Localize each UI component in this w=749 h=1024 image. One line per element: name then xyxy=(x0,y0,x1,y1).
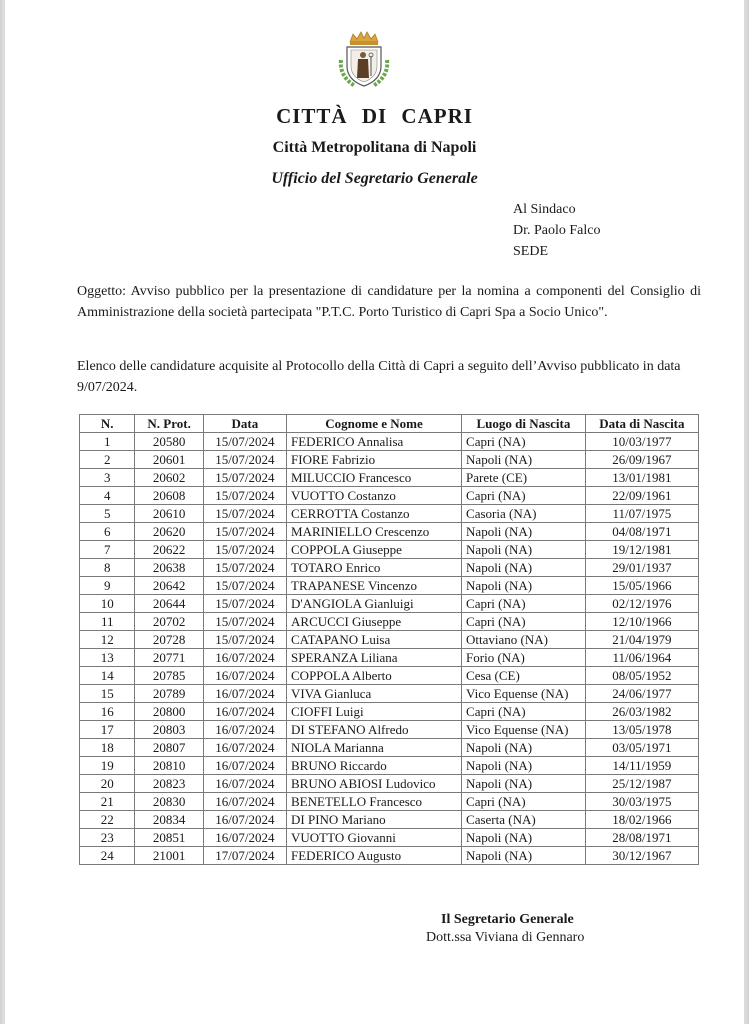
cell-date: 15/07/2024 xyxy=(203,577,286,595)
cell-date: 16/07/2024 xyxy=(203,775,286,793)
cell-protocol: 20771 xyxy=(135,649,203,667)
cell-name: CIOFFI Luigi xyxy=(287,703,462,721)
cell-protocol: 20851 xyxy=(135,829,203,847)
cell-birthdate: 11/06/1964 xyxy=(585,649,698,667)
table-row xyxy=(80,577,699,595)
cell-birthplace: Napoli (NA) xyxy=(462,541,586,559)
cell-number: 10 xyxy=(80,595,135,613)
cell-birthplace: Vico Equense (NA) xyxy=(462,721,586,739)
cell-birthplace: Napoli (NA) xyxy=(462,775,586,793)
cell-number: 12 xyxy=(80,631,135,649)
table-row xyxy=(80,847,699,865)
cell-birthplace: Vico Equense (NA) xyxy=(462,685,586,703)
cell-birthplace: Napoli (NA) xyxy=(462,847,586,865)
cell-birthdate: 21/04/1979 xyxy=(585,631,698,649)
cell-number: 21 xyxy=(80,793,135,811)
signature-role: Il Segretario Generale xyxy=(441,912,574,927)
cell-date: 15/07/2024 xyxy=(203,451,286,469)
cell-name: VIVA Gianluca xyxy=(287,685,462,703)
cell-birthplace: Napoli (NA) xyxy=(462,757,586,775)
cell-birthplace: Forio (NA) xyxy=(462,649,586,667)
cell-birthdate: 29/01/1937 xyxy=(585,559,698,577)
cell-date: 15/07/2024 xyxy=(203,613,286,631)
header-birthplace: Luogo di Nascita xyxy=(462,415,586,433)
cell-birthdate: 30/12/1967 xyxy=(585,847,698,865)
cell-name: SPERANZA Liliana xyxy=(287,649,462,667)
cell-date: 16/07/2024 xyxy=(203,649,286,667)
cell-number: 17 xyxy=(80,721,135,739)
office-subtitle: Ufficio del Segretario Generale xyxy=(271,170,478,187)
cell-date: 16/07/2024 xyxy=(203,739,286,757)
cell-birthplace: Capri (NA) xyxy=(462,433,586,451)
cell-name: NIOLA Marianna xyxy=(287,739,462,757)
cell-protocol: 20807 xyxy=(135,739,203,757)
cell-number: 2 xyxy=(80,451,135,469)
cell-name: DI STEFANO Alfredo xyxy=(287,721,462,739)
cell-number: 22 xyxy=(80,811,135,829)
cell-name: MARINIELLO Crescenzo xyxy=(287,523,462,541)
cell-date: 15/07/2024 xyxy=(203,433,286,451)
header-name: Cognome e Nome xyxy=(287,415,462,433)
cell-name: VUOTTO Costanzo xyxy=(287,487,462,505)
cell-protocol: 20830 xyxy=(135,793,203,811)
city-coat-of-arms-icon xyxy=(333,30,395,92)
cell-protocol: 20728 xyxy=(135,631,203,649)
recipient-line: Al Sindaco xyxy=(513,202,576,217)
cell-protocol: 20644 xyxy=(135,595,203,613)
table-row xyxy=(80,559,699,577)
cell-number: 14 xyxy=(80,667,135,685)
subject-paragraph: Oggetto: Avviso pubblico per la presentazione di candidature per la nomina a componenti del Consiglio di Amministrazione della società partecipata "P.T.C. Porto Turistico di Capri Spa a Socio Unico". xyxy=(77,284,701,320)
cell-birthplace: Capri (NA) xyxy=(462,793,586,811)
cell-name: COPPOLA Alberto xyxy=(287,667,462,685)
cell-protocol: 20610 xyxy=(135,505,203,523)
cell-name: VUOTTO Giovanni xyxy=(287,829,462,847)
cell-number: 5 xyxy=(80,505,135,523)
table-row xyxy=(80,703,699,721)
cell-birthplace: Casoria (NA) xyxy=(462,505,586,523)
cell-protocol: 20601 xyxy=(135,451,203,469)
cell-name: TOTARO Enrico xyxy=(287,559,462,577)
table-row xyxy=(80,487,699,505)
recipient-block xyxy=(513,199,601,262)
table-row xyxy=(80,775,699,793)
cell-birthdate: 13/01/1981 xyxy=(585,469,698,487)
cell-birthdate: 11/07/1975 xyxy=(585,505,698,523)
cell-protocol: 20602 xyxy=(135,469,203,487)
intro-paragraph: Elenco delle candidature acquisite al Protocollo della Città di Capri a seguito dell’Avviso pubblicato in data 9/07/2024. xyxy=(77,359,681,395)
table-row xyxy=(80,829,699,847)
table-row xyxy=(80,739,699,757)
table-row xyxy=(80,757,699,775)
cell-date: 15/07/2024 xyxy=(203,541,286,559)
table-row xyxy=(80,649,699,667)
cell-date: 15/07/2024 xyxy=(203,487,286,505)
signature-name: Dott.ssa Viviana di Gennaro xyxy=(426,930,585,945)
cell-birthplace: Capri (NA) xyxy=(462,613,586,631)
cell-protocol: 21001 xyxy=(135,847,203,865)
table-row xyxy=(80,631,699,649)
cell-protocol: 20620 xyxy=(135,523,203,541)
cell-birthdate: 22/09/1961 xyxy=(585,487,698,505)
table-header-row xyxy=(80,415,699,433)
table-row xyxy=(80,793,699,811)
cell-protocol: 20789 xyxy=(135,685,203,703)
cell-protocol: 20800 xyxy=(135,703,203,721)
cell-birthplace: Napoli (NA) xyxy=(462,829,586,847)
cell-birthdate: 12/10/1966 xyxy=(585,613,698,631)
recipient-name: Dr. Paolo Falco xyxy=(513,223,601,238)
cell-birthplace: Napoli (NA) xyxy=(462,577,586,595)
cell-birthplace: Capri (NA) xyxy=(462,595,586,613)
cell-date: 15/07/2024 xyxy=(203,523,286,541)
table-row xyxy=(80,523,699,541)
cell-number: 11 xyxy=(80,613,135,631)
cell-name: FIORE Fabrizio xyxy=(287,451,462,469)
cell-protocol: 20638 xyxy=(135,559,203,577)
cell-number: 7 xyxy=(80,541,135,559)
cell-protocol: 20810 xyxy=(135,757,203,775)
cell-birthdate: 26/09/1967 xyxy=(585,451,698,469)
header-number: N. xyxy=(80,415,135,433)
cell-birthdate: 30/03/1975 xyxy=(585,793,698,811)
cell-number: 23 xyxy=(80,829,135,847)
cell-name: ARCUCCI Giuseppe xyxy=(287,613,462,631)
cell-birthdate: 15/05/1966 xyxy=(585,577,698,595)
table-row xyxy=(80,811,699,829)
header-birthdate: Data di Nascita xyxy=(585,415,698,433)
cell-date: 16/07/2024 xyxy=(203,685,286,703)
cell-protocol: 20642 xyxy=(135,577,203,595)
cell-birthdate: 08/05/1952 xyxy=(585,667,698,685)
cell-birthdate: 04/08/1971 xyxy=(585,523,698,541)
cell-birthplace: Napoli (NA) xyxy=(462,559,586,577)
cell-name: COPPOLA Giuseppe xyxy=(287,541,462,559)
cell-name: DI PINO Mariano xyxy=(287,811,462,829)
cell-number: 16 xyxy=(80,703,135,721)
cell-birthdate: 02/12/1976 xyxy=(585,595,698,613)
header-protocol: N. Prot. xyxy=(135,415,203,433)
cell-birthplace: Cesa (CE) xyxy=(462,667,586,685)
cell-date: 15/07/2024 xyxy=(203,595,286,613)
cell-date: 15/07/2024 xyxy=(203,505,286,523)
table-row xyxy=(80,667,699,685)
cell-birthplace: Ottaviano (NA) xyxy=(462,631,586,649)
table-row xyxy=(80,505,699,523)
cell-number: 18 xyxy=(80,739,135,757)
cell-name: D'ANGIOLA Gianluigi xyxy=(287,595,462,613)
cell-protocol: 20834 xyxy=(135,811,203,829)
table-row xyxy=(80,469,699,487)
cell-number: 20 xyxy=(80,775,135,793)
cell-birthplace: Napoli (NA) xyxy=(462,739,586,757)
cell-birthdate: 14/11/1959 xyxy=(585,757,698,775)
table-row xyxy=(80,541,699,559)
cell-number: 1 xyxy=(80,433,135,451)
cell-number: 4 xyxy=(80,487,135,505)
cell-protocol: 20622 xyxy=(135,541,203,559)
cell-date: 15/07/2024 xyxy=(203,469,286,487)
table-row xyxy=(80,433,699,451)
cell-date: 17/07/2024 xyxy=(203,847,286,865)
cell-birthplace: Capri (NA) xyxy=(462,703,586,721)
cell-date: 16/07/2024 xyxy=(203,811,286,829)
cell-date: 16/07/2024 xyxy=(203,757,286,775)
cell-date: 16/07/2024 xyxy=(203,721,286,739)
cell-birthplace: Parete (CE) xyxy=(462,469,586,487)
cell-number: 8 xyxy=(80,559,135,577)
table-row xyxy=(80,721,699,739)
cell-number: 19 xyxy=(80,757,135,775)
cell-name: MILUCCIO Francesco xyxy=(287,469,462,487)
metro-subtitle: Città Metropolitana di Napoli xyxy=(272,139,477,156)
table-row xyxy=(80,613,699,631)
cell-name: FEDERICO Annalisa xyxy=(287,433,462,451)
cell-number: 3 xyxy=(80,469,135,487)
cell-number: 15 xyxy=(80,685,135,703)
cell-number: 24 xyxy=(80,847,135,865)
cell-birthplace: Caserta (NA) xyxy=(462,811,586,829)
table-row xyxy=(80,451,699,469)
cell-protocol: 20803 xyxy=(135,721,203,739)
cell-date: 16/07/2024 xyxy=(203,793,286,811)
cell-birthdate: 28/08/1971 xyxy=(585,829,698,847)
cell-birthdate: 13/05/1978 xyxy=(585,721,698,739)
cell-birthdate: 18/02/1966 xyxy=(585,811,698,829)
cell-birthplace: Napoli (NA) xyxy=(462,523,586,541)
cell-number: 6 xyxy=(80,523,135,541)
cell-birthplace: Napoli (NA) xyxy=(462,451,586,469)
cell-name: BRUNO Riccardo xyxy=(287,757,462,775)
cell-birthdate: 25/12/1987 xyxy=(585,775,698,793)
cell-date: 16/07/2024 xyxy=(203,829,286,847)
cell-date: 15/07/2024 xyxy=(203,631,286,649)
cell-protocol: 20702 xyxy=(135,613,203,631)
table-row xyxy=(80,685,699,703)
cell-name: CATAPANO Luisa xyxy=(287,631,462,649)
cell-protocol: 20823 xyxy=(135,775,203,793)
cell-protocol: 20580 xyxy=(135,433,203,451)
cell-birthdate: 10/03/1977 xyxy=(585,433,698,451)
table-row xyxy=(80,595,699,613)
cell-number: 9 xyxy=(80,577,135,595)
cell-birthdate: 24/06/1977 xyxy=(585,685,698,703)
city-title: CITTÀ DI CAPRI xyxy=(276,104,473,128)
cell-birthdate: 19/12/1981 xyxy=(585,541,698,559)
cell-birthplace: Capri (NA) xyxy=(462,487,586,505)
cell-name: CERROTTA Costanzo xyxy=(287,505,462,523)
header-date: Data xyxy=(203,415,286,433)
candidates-table xyxy=(79,414,699,865)
cell-name: FEDERICO Augusto xyxy=(287,847,462,865)
cell-birthdate: 03/05/1971 xyxy=(585,739,698,757)
cell-name: BENETELLO Francesco xyxy=(287,793,462,811)
cell-number: 13 xyxy=(80,649,135,667)
cell-protocol: 20785 xyxy=(135,667,203,685)
cell-name: BRUNO ABIOSI Ludovico xyxy=(287,775,462,793)
cell-date: 16/07/2024 xyxy=(203,667,286,685)
cell-birthdate: 26/03/1982 xyxy=(585,703,698,721)
cell-name: TRAPANESE Vincenzo xyxy=(287,577,462,595)
recipient-location: SEDE xyxy=(513,244,548,259)
cell-date: 15/07/2024 xyxy=(203,559,286,577)
cell-protocol: 20608 xyxy=(135,487,203,505)
cell-date: 16/07/2024 xyxy=(203,703,286,721)
